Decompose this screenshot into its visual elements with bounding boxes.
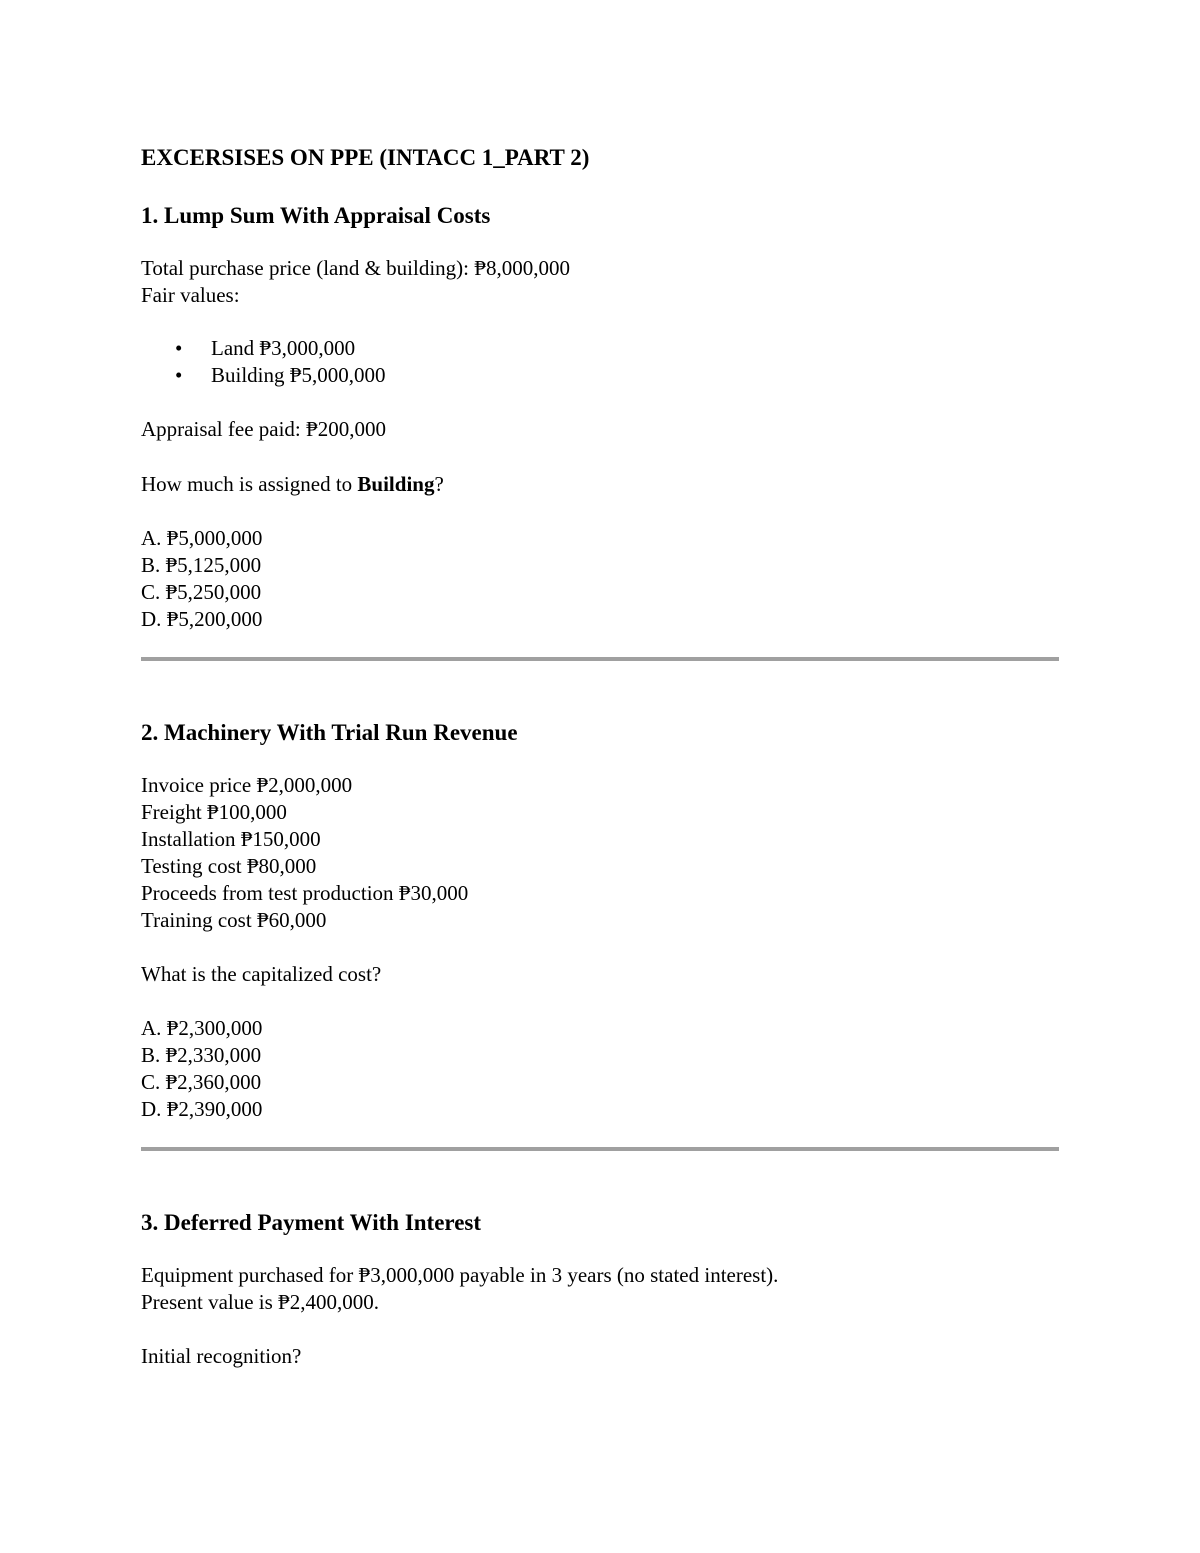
q1-fee [141,416,1059,443]
q3-heading: 3. Deferred Payment With Interest [141,1210,482,1235]
q3-given [141,1262,1059,1316]
section-divider [141,657,1059,661]
list-item: • Land ₱3,000,000 [141,335,1059,362]
q3-given-line: Present value is ₱2,400,000. [141,1290,379,1314]
q1-fee-line: Appraisal fee paid: ₱200,000 [141,417,386,441]
q2-given [141,772,1059,934]
q1-question-text: How much is assigned to [141,472,358,496]
q3-given-line: Equipment purchased for ₱3,000,000 payable in 3 years (no stated interest). [141,1263,779,1287]
q1-given-line: Total purchase price (land & building): ₱8,000,000 [141,256,570,280]
q1-question-mark: ? [434,472,444,496]
q1-question-line [141,471,1059,498]
q1-question-emphasis: Building [357,472,435,496]
q2-question [141,961,1059,988]
q2-given-line: Proceeds from test production ₱30,000 [141,881,469,905]
q2-given-line: Freight ₱100,000 [141,800,287,824]
q3-question [141,1343,1059,1370]
choice-a: A. ₱5,000,000 [141,526,263,550]
q2-question-line: What is the capitalized cost? [141,962,382,986]
q1-heading: 1. Lump Sum With Appraisal Costs [141,203,491,228]
choice-c: C. ₱2,360,000 [141,1070,262,1094]
document-page [141,142,1059,1397]
list-item: • Building ₱5,000,000 [141,362,1059,389]
choice-d: D. ₱5,200,000 [141,607,263,631]
section-divider [141,1147,1059,1151]
q2-choices [141,1015,1059,1123]
choice-c: C. ₱5,250,000 [141,580,262,604]
q1-fair-value-list [141,335,1059,389]
choice-b: B. ₱2,330,000 [141,1043,262,1067]
q2-given-line: Training cost ₱60,000 [141,908,327,932]
q2-given-line: Invoice price ₱2,000,000 [141,773,353,797]
q2-heading: 2. Machinery With Trial Run Revenue [141,720,518,745]
q1-given [141,255,1059,309]
choice-b: B. ₱5,125,000 [141,553,262,577]
q1-choices [141,525,1059,633]
q2-given-line: Testing cost ₱80,000 [141,854,317,878]
choice-d: D. ₱2,390,000 [141,1097,263,1121]
q2-given-line: Installation ₱150,000 [141,827,321,851]
q1-given-line: Fair values: [141,283,240,307]
choice-a: A. ₱2,300,000 [141,1016,263,1040]
q3-question-line: Initial recognition? [141,1344,302,1368]
q1-question [141,471,1059,498]
document-title: EXCERSISES ON PPE (INTACC 1_PART 2) [141,145,590,170]
